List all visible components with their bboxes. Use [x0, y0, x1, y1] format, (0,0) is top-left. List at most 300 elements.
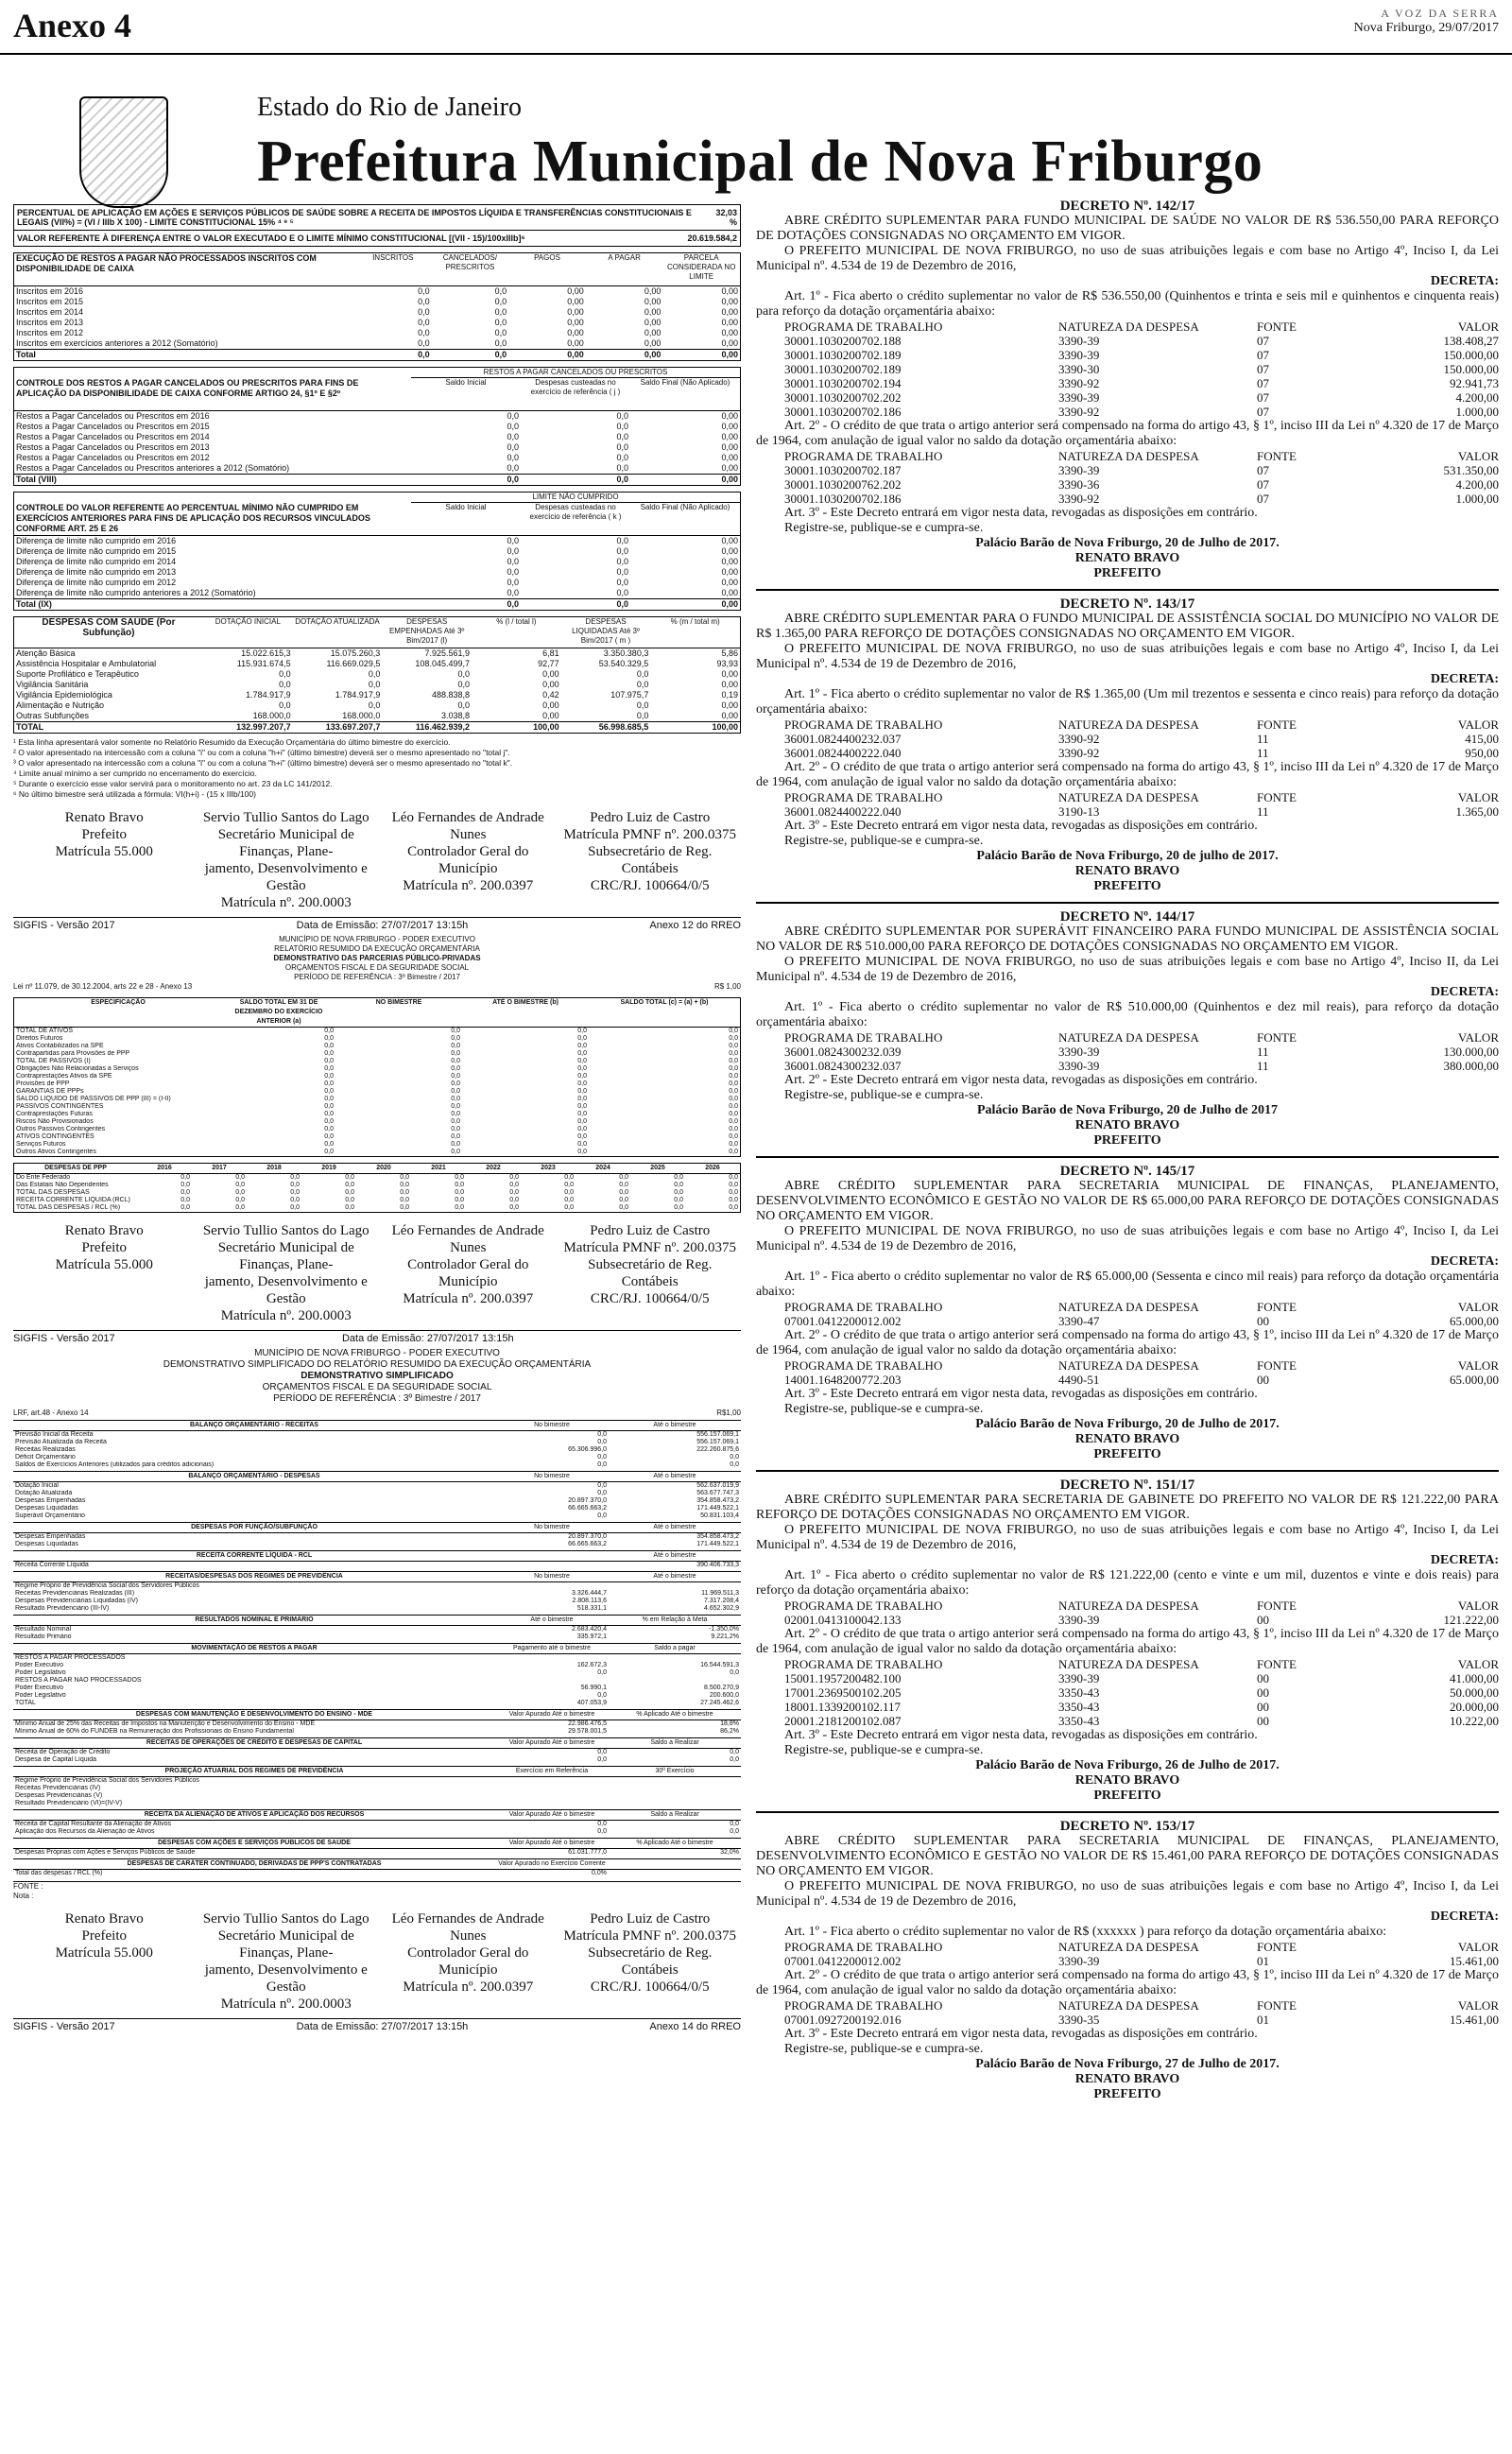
- rp-cell: 0,0: [418, 328, 430, 337]
- simplified-section: [13, 1471, 741, 1520]
- rp-cell: 0,00: [644, 286, 662, 296]
- simplified-section-title: DESPESAS POR FUNÇÃO/SUBFUNÇÃO: [191, 1524, 318, 1530]
- simplified-col1: [495, 1551, 609, 1561]
- ppp-cell: 0,0: [577, 1149, 587, 1155]
- despesas-cell: 15.022.615,3: [241, 648, 291, 658]
- ppp-table: [13, 997, 741, 1157]
- simplified-cell: 56.990,1: [580, 1685, 607, 1691]
- programa-table: [756, 320, 1499, 419]
- simplified-section-title: BALANÇO ORÇAMENTÁRIO - RECEITAS: [190, 1422, 318, 1428]
- programa-col-header: VALOR: [1457, 449, 1499, 463]
- simplified-row: [13, 1677, 741, 1685]
- canc-cell: 0,00: [721, 432, 738, 441]
- ppp-year: DESPESAS DE PPP: [44, 1165, 107, 1171]
- ppp-years-cell: 0,0: [400, 1174, 409, 1181]
- signature-line: Prefeito: [81, 1240, 127, 1255]
- ppp-header: [14, 998, 740, 1028]
- simplified-cell: TOTAL: [15, 1700, 36, 1706]
- simplified-row: [13, 1669, 741, 1677]
- programa-cell: 150.000,00: [1443, 362, 1499, 376]
- signature-line: Secretário Municipal de Finanças, Plane-: [217, 827, 354, 859]
- footnotes: [13, 737, 741, 800]
- ppp-years-header: [14, 1164, 740, 1174]
- signature-line: CRC/RJ. 100664/0/5: [590, 1291, 710, 1306]
- simplified-cell: [495, 1785, 609, 1792]
- signature: [377, 809, 559, 911]
- programa-col-header: FONTE: [1257, 1998, 1297, 2013]
- canc-cell: 0,00: [721, 453, 738, 462]
- limite-cell: 0,0: [507, 578, 519, 587]
- rp-cell: 0,0: [418, 297, 430, 306]
- ppp-cell: 0,0: [324, 1050, 334, 1057]
- simplified-cell: 222.260.875,6: [696, 1446, 739, 1453]
- signature-block: [13, 809, 741, 911]
- signature-line: Servio Tullio Santos do Lago: [202, 1223, 369, 1238]
- ppp-cell: 0,0: [451, 1058, 460, 1064]
- programa-cell: 3390-92: [1058, 732, 1100, 746]
- limite-cell: 0,0: [616, 567, 628, 577]
- ppp-cell: 0,0: [451, 1096, 460, 1102]
- signature-line: Matrícula nº. 200.0397: [403, 1291, 534, 1306]
- canc-cell: 0,0: [507, 463, 519, 473]
- ppp-years-cell: 0,0: [674, 1197, 683, 1203]
- canc-row-label: Restos a Pagar Cancelados ou Prescritos em 2015: [16, 422, 210, 431]
- ppp-row-label: GARANTIAS DE PPPs: [16, 1088, 84, 1095]
- ppp-year: 2022: [486, 1165, 501, 1171]
- ppp-row-label: SALDO LÍQUIDO DE PASSIVOS DE PPP (III) = (I-II): [16, 1096, 171, 1102]
- limite-row-label: Diferença de limite não cumprido em 2015: [16, 546, 177, 556]
- simplified-row: [13, 1633, 741, 1641]
- simplified-heading-line: MUNICÍPIO DE NOVA FRIBURGO - PODER EXECUTIVO: [254, 1348, 500, 1358]
- decree-decreta: DECRETA:: [1430, 672, 1499, 686]
- limite-cell: 0,0: [616, 578, 628, 587]
- rp-row-label: Inscritos em 2014: [16, 307, 84, 317]
- ppp-row: [14, 1088, 740, 1096]
- footnote: ³ O valor apresentado na intercessão com a coluna "i" ou com a coluna "h+i" (último bimestre) deverá ser o mesmo apresentado no "total k".: [13, 758, 513, 768]
- simplified-row: [13, 1446, 741, 1454]
- despesas-row-label: Vigilância Epidemiológica: [16, 690, 112, 700]
- decree-preamble: O PREFEITO MUNICIPAL DE NOVA FRIBURGO, no uso de suas atribuições legais e com base no Artigo 4º, Inciso I, da Lei Municipal nº. 4.534 de 19 de Dezembro de 2016,: [756, 642, 1499, 671]
- limite-header: [14, 503, 740, 536]
- signature-line: Subsecretário de Reg. Contábeis: [588, 1257, 713, 1289]
- canc-cell: 0,00: [721, 475, 738, 484]
- simplified-col1: Até o bimestre: [530, 1616, 574, 1623]
- ppp-cell: 0,0: [324, 1133, 334, 1140]
- programa-cell: 00: [1257, 1714, 1269, 1728]
- programa-cell: 07: [1257, 463, 1269, 477]
- ppp-row: [14, 1111, 740, 1118]
- canc-cell: 0,0: [507, 475, 519, 484]
- signature: [196, 809, 378, 911]
- simplified-row: [13, 1482, 741, 1490]
- simplified-section-header: [13, 1572, 741, 1582]
- programa-col-header: NATUREZA DA DESPESA: [1058, 1300, 1199, 1314]
- programa-cell: 92.941,73: [1450, 376, 1499, 390]
- simplified-cell: 556.157.069,1: [696, 1439, 739, 1445]
- simplified-cell: [495, 1562, 609, 1569]
- simplified-cell: Mínimo Anual de 25% das Receitas de Impostos na Manutenção e Desenvolvimento do Ensino - MDE: [15, 1720, 316, 1727]
- simplified-cell: 335.972,1: [576, 1633, 607, 1640]
- decree-register: Registre-se, publique-se e cumpra-se.: [784, 834, 984, 848]
- simplified-section-title: PROJEÇÃO ATUARIAL DOS REGIMES DE PREVIDÊNCIA: [164, 1768, 344, 1774]
- decree-register: Registre-se, publique-se e cumpra-se.: [784, 2042, 984, 2056]
- signature-line: Léo Fernandes de Andrade Nunes: [391, 810, 544, 842]
- programa-col-header: FONTE: [1257, 717, 1297, 732]
- ppp-years-cell: 0,0: [674, 1204, 683, 1211]
- footnote: ⁵ Durante o exercício esse valor servirá para o monitoramento no art. 23 da LC 141/2012.: [13, 779, 333, 788]
- ppp-year: 2026: [705, 1165, 720, 1171]
- simplified-col2: Saldo a pagar: [654, 1645, 696, 1651]
- simplified-row: [13, 1490, 741, 1497]
- rp-cell: 0,00: [567, 328, 584, 337]
- decree-preamble: O PREFEITO MUNICIPAL DE NOVA FRIBURGO, no uso de suas atribuições legais e com base no Artigo 4º, Inciso II, da Lei Municipal nº. 4.534 de 19 de Dezembro de 2016,: [756, 955, 1499, 984]
- programa-cell: 11: [1257, 746, 1269, 760]
- programa-col-header: FONTE: [1257, 1599, 1297, 1613]
- decree-palace: Palácio Barão de Nova Friburgo, 20 de julho de 2017.: [976, 849, 1279, 863]
- programa-cell: 41.000,00: [1450, 1671, 1499, 1685]
- ppp-years-label: RECEITA CORRENTE LÍQUIDA (RCL): [16, 1197, 130, 1203]
- ppp-cell: 0,0: [577, 1073, 587, 1080]
- signature: [196, 1222, 378, 1324]
- ppp-col-header: ESPECIFICAÇÃO: [91, 999, 146, 1006]
- canc-group-label: RESTOS A PAGAR CANCELADOS OU PRESCRITOS: [411, 368, 740, 378]
- canc-cell: 0,0: [616, 463, 628, 473]
- programa-col-header: NATUREZA DA DESPESA: [1058, 1358, 1199, 1373]
- simplified-cell: 0,0: [597, 1431, 607, 1438]
- despesas-cell: 488.838,8: [431, 690, 470, 700]
- decree-number: DECRETO Nº. 151/17: [1059, 1478, 1195, 1493]
- despesas-row: [14, 721, 740, 733]
- ppp-years-cell: 0,0: [455, 1197, 464, 1203]
- programa-cell: 3390-92: [1058, 405, 1100, 419]
- programa-col-header: VALOR: [1457, 717, 1499, 732]
- ppp-years-cell: 0,0: [509, 1174, 519, 1181]
- programa-cell: 00: [1257, 1671, 1269, 1685]
- programa-cell: 10.222,00: [1450, 1714, 1499, 1728]
- ppp-years-cell: 0,0: [290, 1189, 300, 1196]
- state-name: Estado do Rio de Janeiro: [257, 93, 522, 122]
- despesas-cell: 100,00: [533, 722, 559, 732]
- ppp-years-cell: 0,0: [729, 1204, 738, 1211]
- simplified-cell: Total das despesas / RCL (%): [15, 1870, 103, 1876]
- footnote: ⁶ No último bimestre será utilizada a fórmula: VI(h+i) - (15 x IIIb/100): [13, 789, 256, 799]
- signature-line: Matrícula nº. 200.0397: [403, 878, 534, 893]
- decree-register: Registre-se, publique-se e cumpra-se.: [784, 1402, 984, 1416]
- ppp-years-cell: 0,0: [729, 1182, 738, 1188]
- despesas-row: [14, 700, 740, 711]
- simplified-row: [13, 1792, 741, 1800]
- programa-cell: 20001.2181200102.087: [784, 1714, 902, 1728]
- signature-line: CRC/RJ. 100664/0/5: [590, 1979, 710, 1995]
- simplified-col2: Até o bimestre: [653, 1573, 696, 1580]
- decree-office: PREFEITO: [1093, 1133, 1161, 1148]
- rp-cell: 0,00: [721, 297, 738, 306]
- simplified-cell: Resultado Nominal: [15, 1626, 72, 1633]
- ppp-row: [14, 1103, 740, 1111]
- simplified-section-title: RECEITAS/DESPESAS DOS REGIMES DE PREVIDÊNCIA: [165, 1573, 343, 1580]
- simplified-cell: 390.406.733,3: [696, 1562, 739, 1568]
- simplified-col2: % Aplicado Até o bimestre: [636, 1840, 713, 1846]
- ppp-row: [14, 1043, 740, 1050]
- decree-art1: Art. 1º - Fica aberto o crédito suplementar no valor de R$ 1.365,00 (Um mil trezentos e sessenta e cinco reais) para reforço da dotação orçamentária abaixo:: [756, 687, 1499, 717]
- left-column-reports: [13, 199, 741, 2448]
- footer-anexo: Anexo 12 do RREO: [649, 920, 741, 931]
- limite-cell: 0,0: [616, 557, 628, 566]
- rp-cell: 0,00: [567, 297, 584, 306]
- ppp-col-header: SALDO TOTAL EM 31 DE DEZEMBRO DO EXERCÍCIO ANTERIOR (a): [234, 999, 323, 1025]
- simplified-section: [13, 1522, 741, 1548]
- programa-cell: 36001.0824400232.037: [784, 732, 902, 746]
- despesas-row-label: TOTAL: [16, 722, 44, 732]
- simplified-row: [13, 1505, 741, 1512]
- despesas-cell: 0,00: [721, 680, 738, 689]
- programa-table: [756, 1940, 1499, 1968]
- footer-anexo: Anexo 14 do RREO: [649, 2021, 741, 2032]
- limite-cell: 0,00: [721, 599, 738, 609]
- programa-cell: 30001.1030200702.202: [784, 390, 902, 405]
- ppp-year: 2017: [212, 1165, 227, 1171]
- programa-cell: 3390-30: [1058, 362, 1100, 376]
- ppp-heading-line: PERÍODO DE REFERÊNCIA : 3º Bimestre / 2017: [294, 973, 460, 981]
- ppp-years-row: [14, 1204, 740, 1212]
- canc-col-header: Saldo Inicial: [445, 378, 487, 387]
- simplified-cell: 200.600,0: [709, 1692, 739, 1699]
- simplified-col2: Até o bimestre: [653, 1552, 696, 1559]
- rp-row-label: Inscritos em 2015: [16, 297, 84, 306]
- despesas-cell: 107.975,7: [610, 690, 649, 700]
- ppp-years-cell: 0,0: [455, 1182, 464, 1188]
- programa-cell: 11: [1257, 732, 1269, 746]
- signature-line: Matrícula nº. 200.0397: [403, 1979, 534, 1995]
- footer-emission: Data de Emissão: 27/07/2017 13:15h: [296, 2021, 469, 2032]
- canc-col-header: Saldo Final (Não Aplicado): [640, 378, 730, 387]
- ppp-years-label: TOTAL DAS DESPESAS / RCL (%): [16, 1204, 121, 1211]
- ppp-years-row: [14, 1189, 740, 1197]
- rp-cell: 0,00: [567, 350, 584, 359]
- despesas-cell: 0,0: [636, 711, 649, 720]
- despesas-cell: 0,00: [542, 669, 559, 679]
- ppp-cell: 0,0: [577, 1065, 587, 1072]
- canc-cell: 0,00: [721, 463, 738, 473]
- programa-col-header: VALOR: [1457, 1657, 1499, 1671]
- ppp-years-table: [13, 1163, 741, 1213]
- report-footer: [13, 2018, 741, 2032]
- ppp-row: [14, 1065, 740, 1073]
- decree-art2: Art. 2º - O crédito de que trata o artigo anterior será compensado na forma do artigo 43, § 1º, inciso III da Lei nº 4.320 de 17 de Março de 1964, com anulação de igual valor no saldo da dotação orçamentária abaixo:: [756, 1627, 1499, 1656]
- decree-ementa: ABRE CRÉDITO SUPLEMENTAR PARA SECRETARIA DE GABINETE DO PREFEITO NO VALOR DE R$ 121.222,00 PARA REFORÇO DE DOTAÇÕES CONSIGNADAS NO ORÇAMENTO EM VIGOR.: [756, 1493, 1499, 1522]
- ppp-cell: 0,0: [324, 1088, 334, 1095]
- rp-row-label: Inscritos em 2012: [16, 328, 84, 337]
- programa-cell: 36001.0824400222.040: [784, 804, 902, 819]
- simplified-cell: -1.350,0%: [709, 1626, 739, 1633]
- programa-cell: 07: [1257, 390, 1269, 405]
- simplified-cell: [609, 1792, 741, 1800]
- ppp-cell: 0,0: [729, 1050, 738, 1057]
- simplified-cell: 0,0: [730, 1454, 739, 1460]
- simplified-cell: Receita Corrente Líquida: [15, 1562, 89, 1568]
- programa-cell: 3350-43: [1058, 1700, 1100, 1714]
- decree-art3: Art. 3º - Este Decreto entrará em vigor nesta data, revogadas as disposições em contrário.: [784, 506, 1258, 520]
- simplified-cell: 50.831.103,4: [700, 1512, 739, 1519]
- programa-col-header: PROGRAMA DE TRABALHO: [784, 1300, 943, 1314]
- despesas-cell: 0,0: [279, 680, 291, 689]
- despesas-row: [14, 680, 740, 690]
- rp-cell: 0,0: [494, 307, 507, 317]
- despesas-cell: 0,00: [542, 680, 559, 689]
- programa-cell: 01: [1257, 2013, 1269, 2027]
- despesas-row-label: Suporte Profilático e Terapêutico: [16, 669, 139, 679]
- canc-cell: 0,0: [507, 432, 519, 441]
- simplified-cell: 65.306.996,0: [568, 1446, 607, 1453]
- rp-cell: 0,00: [721, 318, 738, 327]
- rp-row: [14, 338, 740, 349]
- ppp-row-label: Provisões de PPP: [16, 1080, 70, 1087]
- ppp-years-cell: 0,0: [180, 1182, 190, 1188]
- despesas-header: [14, 617, 740, 648]
- programa-cell: 3390-39: [1058, 1671, 1100, 1685]
- ppp-cell: 0,0: [577, 1118, 587, 1125]
- simplified-row: [13, 1749, 741, 1756]
- rp-cell: 0,00: [644, 338, 662, 348]
- limite-row-label: Diferença de limite não cumprido em 2016: [16, 536, 177, 545]
- ppp-cell: 0,0: [729, 1043, 738, 1049]
- ppp-years-label: Das Estatais Não Dependentes: [16, 1182, 109, 1188]
- ppp-years-cell: 0,0: [729, 1189, 738, 1196]
- ppp-cell: 0,0: [451, 1118, 460, 1125]
- simplified-cell: RESTOS A PAGAR NÃO PROCESSADOS: [15, 1677, 142, 1684]
- newspaper-name: A VOZ DA SERRA: [1381, 7, 1499, 20]
- simplified-cell: Déficit Orçamentário: [15, 1454, 76, 1460]
- rp-cell: 0,0: [494, 318, 507, 327]
- ppp-cell: 0,0: [451, 1149, 460, 1155]
- ppp-years-row: [14, 1197, 740, 1204]
- simplified-cell: 22.986.476,5: [568, 1720, 607, 1727]
- limite-cell: 0,00: [721, 567, 738, 577]
- rp-col-header: INSCRITOS: [372, 253, 414, 262]
- rp-title: EXECUÇÃO DE RESTOS A PAGAR NÃO PROCESSADOS INSCRITOS COM DISPONIBILIDADE DE CAIXA: [16, 253, 317, 273]
- ppp-row: [14, 1141, 740, 1149]
- decree-palace: Palácio Barão de Nova Friburgo, 27 de Julho de 2017.: [975, 2057, 1280, 2071]
- simplified-section-header: [13, 1551, 741, 1562]
- signature-line: Renato Bravo: [64, 1911, 144, 1927]
- programa-col-header: NATUREZA DA DESPESA: [1058, 1030, 1199, 1045]
- despesas-cell: 93,93: [716, 659, 738, 668]
- programa-cell: 07: [1257, 348, 1269, 362]
- simplified-heading-line: DEMONSTRATIVO SIMPLIFICADO DO RELATÓRIO RESUMIDO DA EXECUÇÃO ORÇAMENTÁRIA: [163, 1359, 592, 1370]
- anexo-label: Anexo 4: [13, 7, 131, 44]
- despesas-cell: 0,0: [368, 700, 381, 710]
- programa-cell: 50.000,00: [1450, 1685, 1499, 1700]
- ppp-row: [14, 1126, 740, 1133]
- rp-row: [14, 349, 740, 360]
- ppp-heading-line: RELATÓRIO RESUMIDO DA EXECUÇÃO ORÇAMENTÁRIA: [274, 944, 480, 953]
- programa-cell: 3350-43: [1058, 1714, 1100, 1728]
- despesas-cell: 7.925.561,9: [424, 648, 470, 658]
- ppp-row: [14, 1096, 740, 1103]
- programa-col-header: NATUREZA DA DESPESA: [1058, 717, 1199, 732]
- simplified-section-header: [13, 1523, 741, 1533]
- report-footer: [13, 1330, 741, 1344]
- limite-cell: 0,0: [616, 546, 628, 556]
- simplified-section-title: BALANÇO ORÇAMENTÁRIO - DESPESAS: [188, 1473, 320, 1479]
- simplified-col1: No bimestre: [534, 1473, 570, 1479]
- simplified-cell: 20.897.370,0: [568, 1533, 607, 1540]
- simplified-section: [13, 1766, 741, 1807]
- simplified-cell: 0,0: [730, 1461, 739, 1468]
- programa-cell: 415,00: [1465, 732, 1499, 746]
- ppp-row-label: Contraprestações Futuras: [16, 1111, 93, 1117]
- ppp-row: [14, 1149, 740, 1156]
- newspaper-date: Nova Friburgo, 29/07/2017: [1353, 21, 1499, 35]
- decree-signer: RENATO BRAVO: [1074, 864, 1180, 878]
- simplified-section: [13, 1809, 741, 1836]
- despesas-cell: 3.350.380,3: [603, 648, 649, 658]
- programa-cell: 30001.1030200702.189: [784, 348, 902, 362]
- ppp-row-label: Direitos Futuros: [16, 1035, 63, 1042]
- decree-decreta: DECRETA:: [1430, 1553, 1499, 1567]
- programa-col-header: PROGRAMA DE TRABALHO: [784, 1358, 943, 1373]
- programa-col-header: NATUREZA DA DESPESA: [1058, 1599, 1199, 1613]
- ppp-cell: 0,0: [324, 1118, 334, 1125]
- ppp-cell: 0,0: [451, 1133, 460, 1140]
- simplified-cell: 0,0: [597, 1821, 607, 1827]
- ppp-row-label: Obrigações Não Relacionadas a Serviços: [16, 1065, 139, 1072]
- signature-line: Controlador Geral do Município: [407, 844, 529, 876]
- simplified-col2: Até o bimestre: [653, 1422, 696, 1428]
- canc-row-label: Restos a Pagar Cancelados ou Prescritos em 2014: [16, 432, 210, 441]
- decree-art1: Art. 1º - Fica aberto o crédito suplementar no valor de R$ (xxxxxx ) para reforço da dotação orçamentária abaixo:: [784, 1925, 1387, 1939]
- rp-cell: 0,00: [721, 307, 738, 317]
- simplified-heading: [13, 1348, 741, 1405]
- ppp-row-label: PASSIVOS CONTINGENTES: [16, 1103, 104, 1110]
- programa-col-header: NATUREZA DA DESPESA: [1058, 1998, 1199, 2013]
- rp-cell: 0,0: [494, 350, 507, 359]
- despesas-col-header: DOTAÇÃO ATUALIZADA: [295, 617, 380, 626]
- footnote: ² O valor apresentado na intercessão com a coluna "i" ou com a coluna "h+i" (último bimestre) deverá ser o mesmo apresentado no "total j".: [13, 748, 510, 757]
- simplified-lrf: LRF, art.48 - Anexo 14: [13, 1408, 89, 1417]
- decree-preamble: O PREFEITO MUNICIPAL DE NOVA FRIBURGO, no uso de suas atribuições legais e com base no Artigo 4º, Inciso I, da Lei Municipal nº. 4.534 de 19 de Dezembro de 2016,: [756, 244, 1499, 273]
- decree-art1: Art. 1º - Fica aberto o crédito suplementar no valor de R$ 121.222,00 (cento e vinte e um mil, duzentos e vinte e dois reais) para reforço da dotação orçamentária abaixo:: [756, 1568, 1499, 1598]
- programa-cell: 3390-39: [1058, 334, 1100, 348]
- simplified-cell: [609, 1654, 741, 1662]
- programa-cell: 121.222,00: [1443, 1613, 1499, 1627]
- canc-row-label: Restos a Pagar Cancelados ou Prescritos em 2016: [16, 411, 210, 421]
- simplified-cell: Despesas Empenhadas: [15, 1497, 86, 1504]
- simplified-cell: Resultado Primário: [15, 1633, 72, 1640]
- canc-title: CONTROLE DOS RESTOS A PAGAR CANCELADOS OU PRESCRITOS PARA FINS DE APLICAÇÃO DA DISPONIBILIDADE DE CAIXA CONFORME ARTIGO 24, §1º E §2º: [16, 378, 359, 398]
- decree-divider: [756, 1470, 1499, 1472]
- simplified-row: [13, 1720, 741, 1728]
- ppp-year: 2016: [157, 1165, 172, 1171]
- rp-cell: 0,00: [567, 318, 584, 327]
- programa-cell: 3390-39: [1058, 1613, 1100, 1627]
- programa-cell: 00: [1257, 1314, 1269, 1328]
- simplified-cell: 0,0: [730, 1756, 739, 1763]
- simplified-row: [13, 1756, 741, 1764]
- simplified-cell: [609, 1677, 741, 1685]
- decree-decreta: DECRETA:: [1430, 1910, 1499, 1924]
- ppp-cell: 0,0: [324, 1141, 334, 1148]
- simplified-row: [13, 1685, 741, 1692]
- programa-cell: 4.200,00: [1455, 477, 1499, 492]
- simplified-row: [13, 1828, 741, 1836]
- rp-cell: 0,00: [567, 286, 584, 296]
- ppp-cell: 0,0: [577, 1035, 587, 1042]
- ppp-heading: [13, 935, 741, 982]
- signature-line: Léo Fernandes de Andrade Nunes: [391, 1223, 544, 1255]
- decree-office: PREFEITO: [1093, 2087, 1161, 2101]
- report-footer: [13, 917, 741, 931]
